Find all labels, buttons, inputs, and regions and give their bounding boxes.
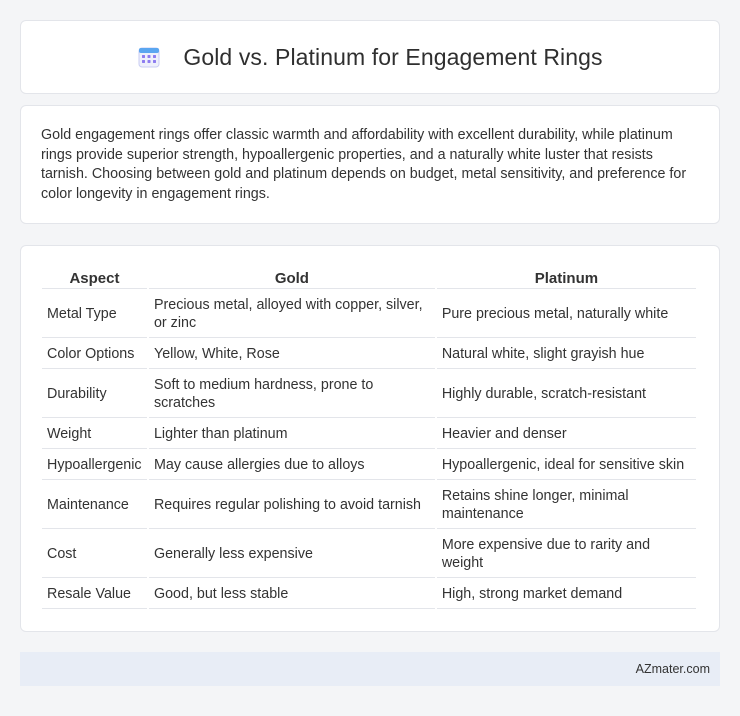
cell-gold: Soft to medium hardness, prone to scratches bbox=[149, 371, 435, 418]
cell-platinum: Retains shine longer, minimal maintenance bbox=[437, 482, 696, 529]
table-row bbox=[42, 482, 696, 529]
table-header-row bbox=[42, 268, 696, 289]
page-title: Gold vs. Platinum for Engagement Rings bbox=[183, 43, 603, 70]
cell-gold: Generally less expensive bbox=[149, 531, 435, 578]
cell-aspect: Resale Value bbox=[42, 580, 147, 609]
cell-platinum: Hypoallergenic, ideal for sensitive skin bbox=[437, 451, 696, 480]
intro-card bbox=[20, 105, 720, 224]
header-gold: Gold bbox=[149, 268, 435, 289]
header-aspect: Aspect bbox=[42, 268, 147, 289]
cell-gold: Requires regular polishing to avoid tarnish bbox=[149, 482, 435, 529]
table-row bbox=[42, 420, 696, 449]
cell-platinum: Pure precious metal, naturally white bbox=[437, 291, 696, 338]
cell-aspect: Metal Type bbox=[42, 291, 147, 338]
cell-platinum: High, strong market demand bbox=[437, 580, 696, 609]
cell-gold: May cause allergies due to alloys bbox=[149, 451, 435, 480]
table-row bbox=[42, 340, 696, 369]
cell-platinum: Natural white, slight grayish hue bbox=[437, 340, 696, 369]
intro-paragraph: Gold engagement rings offer classic warmth and affordability with excellent durability, while platinum rings provide superior strength, hypoallergenic properties, and a naturally white luster that resists tarnish. Choosing between gold and platinum depends on budget, metal sensitivity, and preference for color longevity in engagement rings. bbox=[41, 127, 687, 202]
footer-brand: AZmater.com bbox=[635, 662, 710, 676]
table-row bbox=[42, 451, 696, 480]
cell-aspect: Durability bbox=[42, 371, 147, 418]
footer-bar bbox=[20, 652, 720, 686]
comparison-table bbox=[40, 266, 698, 611]
cell-gold: Lighter than platinum bbox=[149, 420, 435, 449]
comparison-card bbox=[20, 245, 720, 632]
cell-aspect: Weight bbox=[42, 420, 147, 449]
calendar-icon bbox=[137, 45, 161, 69]
cell-gold: Precious metal, alloyed with copper, silver, or zinc bbox=[149, 291, 435, 338]
table-row bbox=[42, 291, 696, 338]
cell-platinum: Heavier and denser bbox=[437, 420, 696, 449]
cell-aspect: Maintenance bbox=[42, 482, 147, 529]
cell-platinum: Highly durable, scratch-resistant bbox=[437, 371, 696, 418]
cell-aspect: Hypoallergenic bbox=[42, 451, 147, 480]
cell-gold: Good, but less stable bbox=[149, 580, 435, 609]
table-row bbox=[42, 580, 696, 609]
title-card bbox=[20, 20, 720, 94]
cell-aspect: Cost bbox=[42, 531, 147, 578]
table-row bbox=[42, 531, 696, 578]
cell-gold: Yellow, White, Rose bbox=[149, 340, 435, 369]
table-row bbox=[42, 371, 696, 418]
cell-platinum: More expensive due to rarity and weight bbox=[437, 531, 696, 578]
header-platinum: Platinum bbox=[437, 268, 696, 289]
cell-aspect: Color Options bbox=[42, 340, 147, 369]
